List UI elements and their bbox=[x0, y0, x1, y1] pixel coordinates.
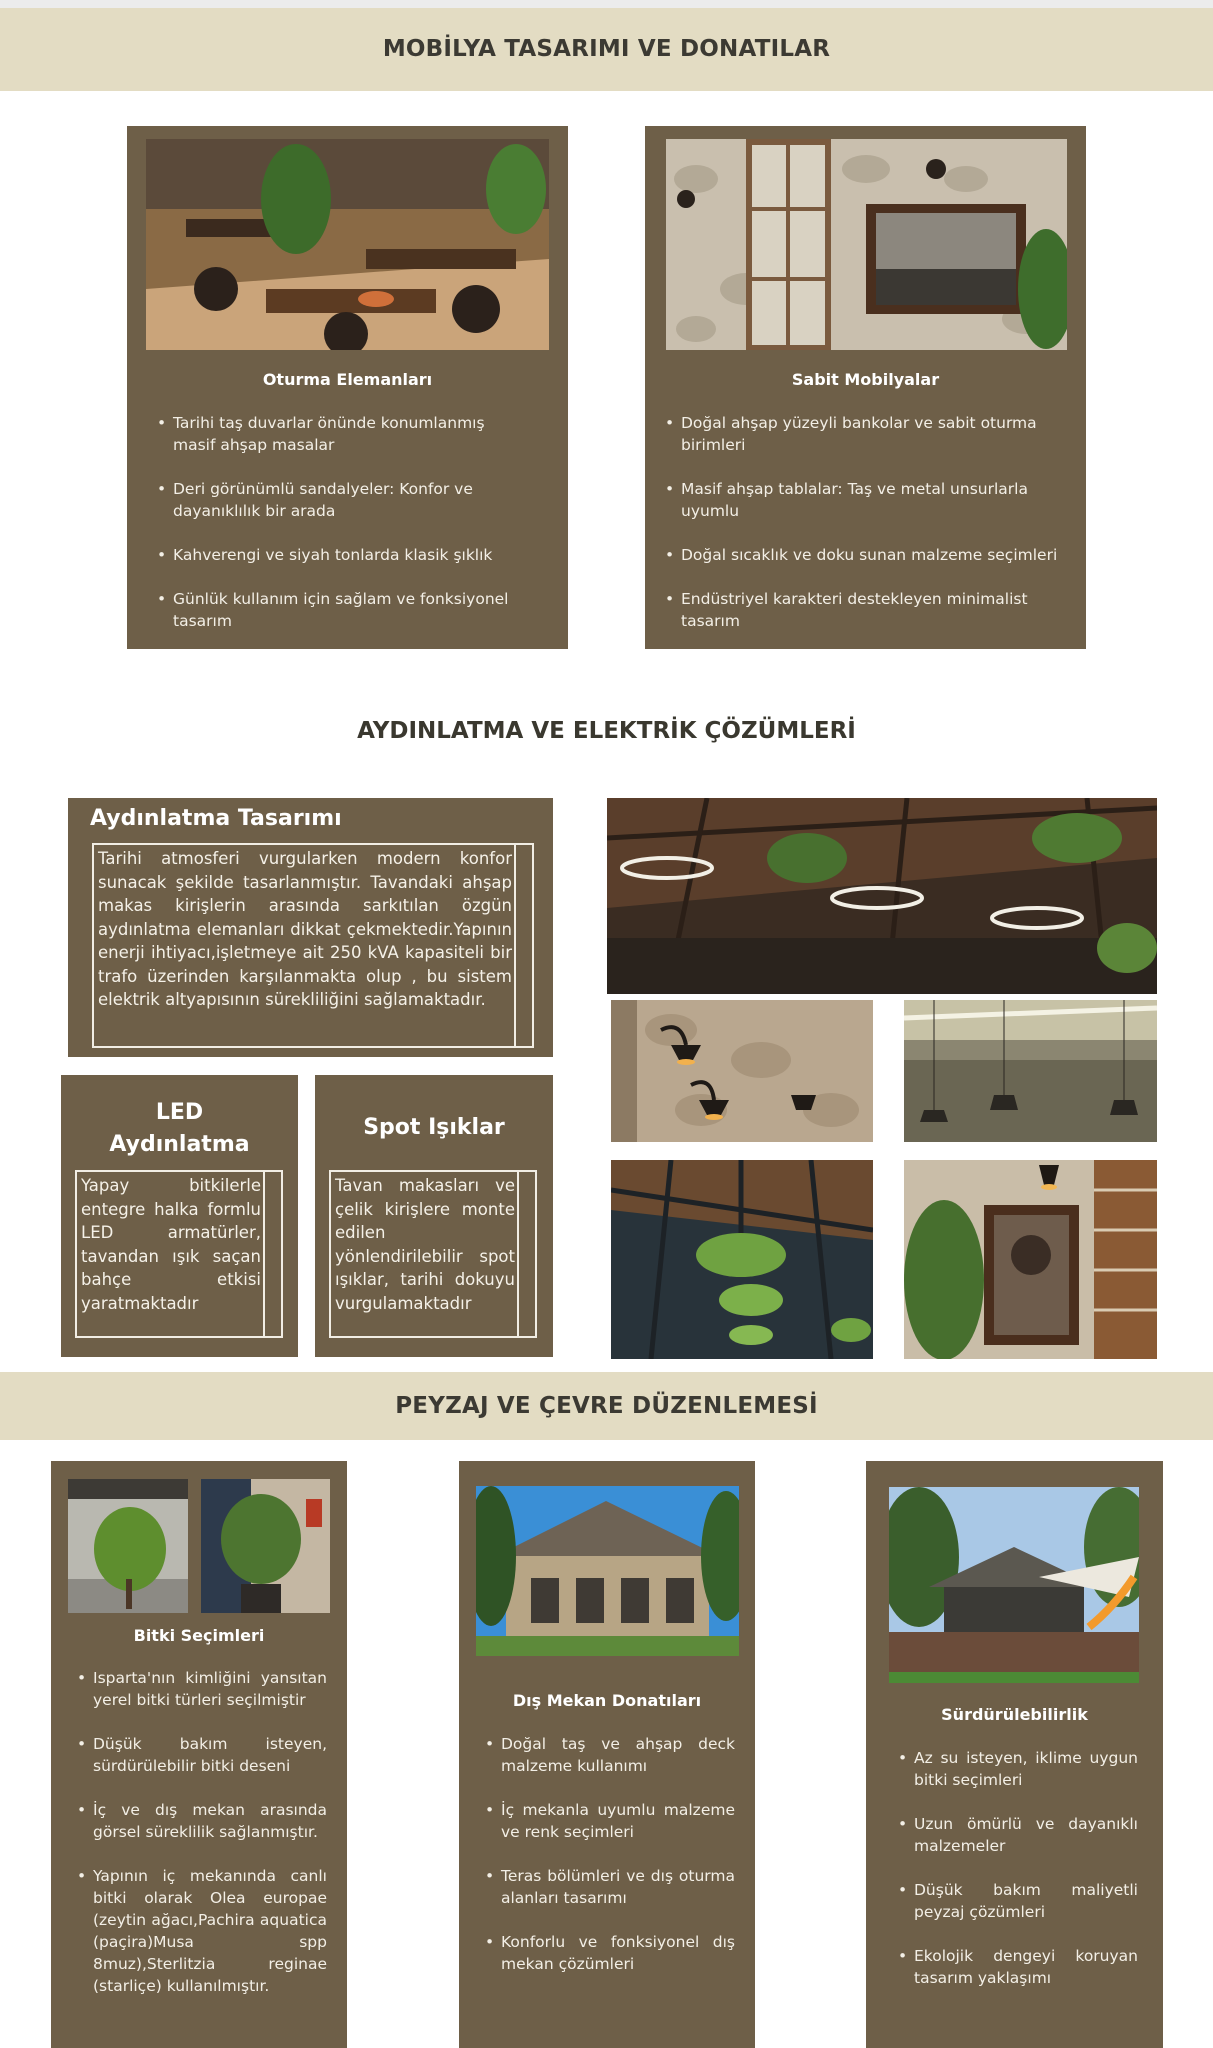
photo-stone-building bbox=[476, 1486, 739, 1656]
list-item: • Az su isteyen, iklime uygun bitki seçimleri bbox=[898, 1747, 1138, 1791]
list-item: • Uzun ömürlü ve dayanıklı malzemeler bbox=[898, 1813, 1138, 1857]
card-fixed-furniture bbox=[645, 126, 1086, 649]
photo-indoor-plant-right bbox=[201, 1479, 330, 1613]
photo-restaurant-tables bbox=[146, 139, 549, 350]
card-title-lighting-design: Aydınlatma Tasarımı bbox=[90, 806, 342, 831]
photo-garden-pavilion bbox=[889, 1487, 1139, 1683]
card-sustainability bbox=[866, 1461, 1163, 2048]
top-strip bbox=[0, 0, 1213, 8]
text-frame-spot bbox=[329, 1170, 519, 1338]
list-item: • Doğal taş ve ahşap deck malzeme kullanımı bbox=[485, 1733, 735, 1777]
card-title-led-line1: LED bbox=[155, 1100, 204, 1125]
photo-ceiling-ring-lights bbox=[607, 798, 1157, 994]
list-sustainability bbox=[898, 1747, 1138, 2011]
list-item: • Endüstriyel karakteri destekleyen minimalist tasarım bbox=[665, 588, 1075, 632]
list-item: • Doğal ahşap yüzeyli bankolar ve sabit oturma birimleri bbox=[665, 412, 1075, 456]
lighting-design-text: Tarihi atmosferi vurgularken modern konfor sunacak şekilde tasarlanmıştır. Tavandaki ahşap makas kirişlerin arasında sarkıtılan özgün aydınlatma elemanları dikkat çekmektedir.Yapının enerji ihtiyacı,işletmeye ait 250 kVA kapasiteli bir trafo üzerinden karşılanmakta olup , bu sistem elektrik altyapısının sürekliliğini sağlamaktadır. bbox=[98, 849, 512, 1009]
card-title-seating: Oturma Elemanları bbox=[262, 370, 433, 389]
photo-pendant-lights bbox=[904, 1000, 1157, 1142]
spot-lights-text: Tavan makasları ve çelik kirişlere monte edilen yönlendirilebilir spot ışıklar, tarihi dokuyu vurgulamaktadır bbox=[335, 1176, 515, 1313]
list-seating bbox=[157, 412, 527, 654]
list-item: • İç mekanla uyumlu malzeme ve renk seçimleri bbox=[485, 1799, 735, 1843]
section-title-furniture: MOBİLYA TASARIMI VE DONATILAR bbox=[0, 8, 1213, 91]
photo-stone-wall-frame bbox=[666, 139, 1067, 350]
list-item: • Deri görünümlü sandalyeler: Konfor ve dayanıklılık bir arada bbox=[157, 478, 527, 522]
photo-framed-portrait bbox=[904, 1160, 1157, 1359]
led-lighting-text: Yapay bitkilerle entegre halka formlu LED armatürler, tavandan ışık saçan bahçe etkisi yaratmaktadır bbox=[81, 1176, 261, 1313]
card-lighting-design bbox=[68, 798, 553, 1057]
photo-green-chandelier bbox=[611, 1160, 873, 1359]
list-item: • Isparta'nın kimliğini yansıtan yerel bitki türleri seçilmiştir bbox=[77, 1667, 327, 1711]
photo-indoor-plant-left bbox=[68, 1479, 188, 1613]
card-title-plant-selection: Bitki Seçimleri bbox=[133, 1626, 265, 1645]
list-item: • Düşük bakım isteyen, sürdürülebilir bitki deseni bbox=[77, 1733, 327, 1777]
photo-wall-sconces bbox=[611, 1000, 873, 1142]
text-frame-led bbox=[75, 1170, 265, 1338]
section-title-landscape: PEYZAJ VE ÇEVRE DÜZENLEMESİ bbox=[0, 1372, 1213, 1440]
card-spot-lights bbox=[315, 1075, 553, 1357]
list-item: • Günlük kullanım için sağlam ve fonksiyonel tasarım bbox=[157, 588, 527, 632]
card-title-sustainability: Sürdürülebilirlik bbox=[941, 1705, 1088, 1724]
card-outdoor-furnishings bbox=[459, 1461, 755, 2048]
list-item: • Masif ahşap tablalar: Taş ve metal unsurlarla uyumlu bbox=[665, 478, 1075, 522]
card-plant-selection bbox=[51, 1461, 347, 2048]
card-title-led-line2: Aydınlatma bbox=[109, 1132, 250, 1157]
card-title-outdoor-furnishings: Dış Mekan Donatıları bbox=[512, 1691, 702, 1710]
card-title-spot-lights: Spot Işıklar bbox=[363, 1115, 505, 1140]
card-seating bbox=[127, 126, 568, 649]
list-fixed-furniture bbox=[665, 412, 1075, 654]
list-item: • Düşük bakım maliyetli peyzaj çözümleri bbox=[898, 1879, 1138, 1923]
section-title-lighting: AYDINLATMA VE ELEKTRİK ÇÖZÜMLERİ bbox=[357, 718, 856, 744]
list-item: • Konforlu ve fonksiyonel dış mekan çözümleri bbox=[485, 1931, 735, 1975]
list-item: • İç ve dış mekan arasında görsel süreklilik sağlanmıştır. bbox=[77, 1799, 327, 1843]
list-item: • Kahverengi ve siyah tonlarda klasik şıklık bbox=[157, 544, 527, 566]
list-item: • Doğal sıcaklık ve doku sunan malzeme seçimleri bbox=[665, 544, 1075, 566]
card-title-fixed-furniture: Sabit Mobilyalar bbox=[791, 370, 940, 389]
list-item: • Tarihi taş duvarlar önünde konumlanmış masif ahşap masalar bbox=[157, 412, 527, 456]
list-item: • Ekolojik dengeyi koruyan tasarım yaklaşımı bbox=[898, 1945, 1138, 1989]
card-led-lighting bbox=[61, 1075, 298, 1357]
list-item: • Yapının iç mekanında canlı bitki olarak Olea europae (zeytin ağacı,Pachira aquatica (paçira)Musa spp 8muz),Sterlitzia reginae (starliçe) kullanılmıştır. bbox=[77, 1865, 327, 1997]
list-item: • Teras bölümleri ve dış oturma alanları tasarımı bbox=[485, 1865, 735, 1909]
text-frame-lighting-design bbox=[92, 843, 516, 1048]
list-plant-selection bbox=[77, 1667, 327, 2019]
list-outdoor-furnishings bbox=[485, 1733, 735, 1997]
